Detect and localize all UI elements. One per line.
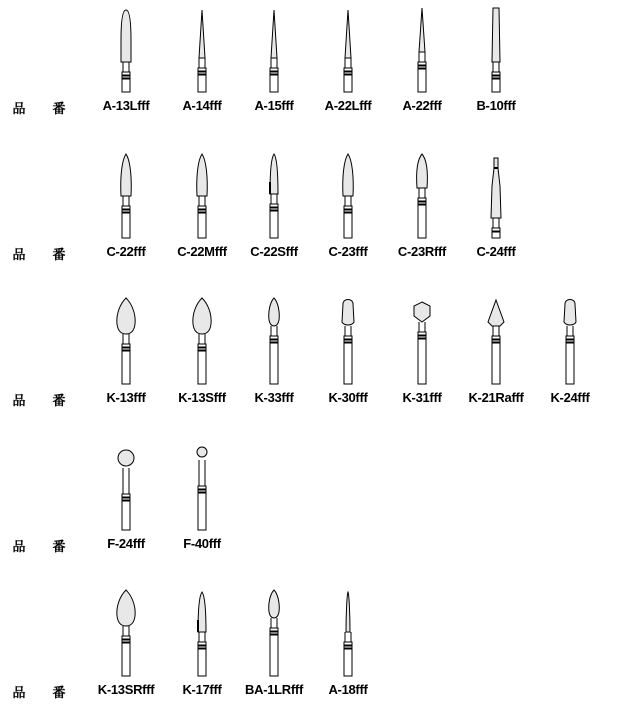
bur-shank [198,351,206,384]
bur-head [197,447,207,457]
shank-band [344,210,352,212]
bur-item [236,584,312,714]
bur-shank [122,213,130,238]
shank-band [344,642,352,645]
bur-code-label: C-24fff [476,244,516,259]
bur-neck [199,632,205,642]
shank-band [198,68,206,71]
bur-code-label: K-13SRfff [97,682,155,697]
bur-head [193,298,211,334]
shank-band [344,206,352,209]
bur-drawing [88,146,164,238]
bur-drawing [164,292,240,384]
bur-shank [344,343,352,384]
bur-drawing [88,0,164,92]
bur-shank [270,75,278,92]
shank-band [122,344,130,347]
shank-band [270,68,278,71]
bur-head [417,154,428,188]
bur-item [310,584,386,714]
shank-band [270,340,278,342]
shank-band [270,208,278,210]
bur-shank [418,205,426,238]
bur-shank [122,643,130,676]
bur-item [236,146,312,276]
bur-drawing [458,146,534,238]
bur-drawing [236,584,312,676]
bur-code-label: C-23Rfff [397,244,447,259]
shank-band [122,498,130,500]
bur-drawing [458,0,534,92]
bur-drawing [88,292,164,384]
product-number-char: 品 [12,539,26,554]
bur-neck [123,196,129,206]
bur-head [121,154,132,196]
bur-neck [493,62,499,72]
shank-band [122,76,130,78]
bur-shank [270,211,278,238]
bur-drawing [384,0,460,92]
shank-band [492,76,500,78]
bur-drawing [88,584,164,676]
bur-code-label: C-22fff [106,244,146,259]
bur-head [118,450,134,466]
bur-code-label: A-14fff [182,98,222,113]
bur-neck [123,468,129,494]
bur-code-label: A-18fff [328,682,368,697]
product-number-label [12,536,66,555]
bur-neck [345,632,351,642]
shank-band [270,336,278,339]
bur-item [88,584,164,714]
bur-head [121,10,131,62]
bur-neck [199,460,205,486]
bur-drawing [164,0,240,92]
shank-band [492,336,500,339]
shank-band [418,202,426,204]
shank-band [492,228,500,231]
catalog-row [0,146,618,276]
bur-drawing [164,146,240,238]
bur-drawing [384,292,460,384]
shank-band [198,210,206,212]
product-number-label [12,244,66,263]
bur-code-label: F-24fff [107,536,145,551]
shank-band [344,336,352,339]
bur-item [164,438,240,568]
bur-item [458,292,534,422]
bur-code-label: K-13Sfff [178,390,226,405]
bur-code-label: BA-1LRfff [245,682,303,697]
bur-drawing [310,0,386,92]
shank-band [344,68,352,71]
bur-drawing [236,292,312,384]
shank-band [344,646,352,648]
shank-band [122,640,130,642]
shank-band [566,340,574,342]
shank-band [122,72,130,75]
shank-band [198,646,206,648]
bur-head [346,592,350,632]
shank-band [122,206,130,209]
bur-head [117,298,135,334]
shank-band [418,198,426,201]
product-number-label [12,390,66,409]
bur-neck [419,322,425,332]
bur-neck [271,326,277,336]
catalog-row [0,438,618,568]
bur-item [88,438,164,568]
bur-shank [198,213,206,238]
bur-shank [122,501,130,530]
bur-head [414,302,430,322]
bur-drawing [236,146,312,238]
bur-head [342,300,354,326]
bur-item [384,292,460,422]
bur-code-label: K-21Rafff [468,390,524,405]
catalog-row [0,292,618,422]
bur-head [269,298,280,326]
bur-code-label: A-15fff [254,98,294,113]
bur-drawing [236,0,312,92]
shank-band [198,486,206,489]
bur-shank [270,343,278,384]
product-number-char: 番 [52,685,66,700]
bur-neck [123,62,129,72]
bur-item [310,146,386,276]
product-number-char: 番 [52,247,66,262]
bur-neck [199,334,205,344]
bur-head [488,300,504,326]
bur-shank [492,232,500,238]
catalog-row [0,584,618,714]
shank-band [418,332,426,335]
bur-item [310,292,386,422]
shank-band [198,490,206,492]
bur-item [88,292,164,422]
bur-neck [493,326,499,336]
shank-band [122,636,130,639]
shank-band [198,642,206,645]
bur-shank [198,75,206,92]
bur-head [269,590,280,618]
bur-code-label: A-13Lfff [102,98,150,113]
bur-neck [493,218,499,228]
bur-code-label: C-23fff [328,244,368,259]
shank-band [492,72,500,75]
bur-code-label: K-31fff [402,390,442,405]
bur-head [419,8,425,52]
bur-item [310,0,386,130]
bur-drawing [310,146,386,238]
bur-neck [567,326,573,336]
bur-item [384,0,460,130]
bur-shank [344,75,352,92]
bur-neck [419,52,425,62]
shank-band [270,628,278,631]
shank-band [198,344,206,347]
bur-neck [271,618,277,628]
bur-shank [344,649,352,676]
bur-drawing [164,584,240,676]
bur-item [458,146,534,276]
bur-code-label: A-22Lfff [324,98,372,113]
bur-code-label: K-13fff [106,390,146,405]
bur-neck [419,188,425,198]
bur-code-label: F-40fff [183,536,221,551]
bur-head [343,154,354,196]
bur-shank [198,649,206,676]
bur-shank [418,69,426,92]
bur-neck [123,626,129,636]
bur-head [345,10,351,58]
bur-shank [418,339,426,384]
bur-item [458,0,534,130]
bur-neck [199,58,205,68]
bur-neck [271,194,277,204]
bur-neck [123,334,129,344]
bur-code-label: B-10fff [476,98,516,113]
bur-shank [198,493,206,530]
bur-drawing [532,292,608,384]
shank-band [418,336,426,338]
shank-band [418,62,426,65]
bur-drawing [310,292,386,384]
bur-neck [271,58,277,68]
bur-code-label: K-30fff [328,390,368,405]
bur-shank [122,79,130,92]
shank-band [344,340,352,342]
product-number-label [12,98,66,117]
bur-code-label: K-33fff [254,390,294,405]
shank-band [270,632,278,634]
bur-head [492,8,500,62]
bur-shank [566,343,574,384]
bur-code-label: A-22fff [402,98,442,113]
bur-neck [345,326,351,336]
bur-shank [270,635,278,676]
shank-band [270,72,278,74]
bur-neck [345,196,351,206]
shank-band [122,348,130,350]
product-number-label [12,682,66,701]
product-number-char: 品 [12,393,26,408]
shank-band [270,204,278,207]
bur-item [532,292,608,422]
bur-head [197,154,208,196]
bur-drawing [164,438,240,530]
shank-band [418,66,426,68]
bur-neck [345,58,351,68]
bur-code-label: K-17fff [182,682,222,697]
bur-drawing [384,146,460,238]
bur-shank [344,213,352,238]
shank-band [122,210,130,212]
bur-item [236,0,312,130]
bur-shank [492,79,500,92]
bur-item [88,0,164,130]
shank-band [492,340,500,342]
product-number-char: 番 [52,539,66,554]
shank-band [566,336,574,339]
product-number-char: 番 [52,101,66,116]
bur-code-label: K-24fff [550,390,590,405]
bur-head [271,10,277,58]
bur-drawing [310,584,386,676]
bur-item [384,146,460,276]
bur-head [564,300,576,326]
catalog-row [0,0,618,130]
shank-band [198,72,206,74]
bur-head [198,592,206,632]
product-number-char: 品 [12,247,26,262]
bur-head [199,10,205,58]
shank-band [198,206,206,209]
bur-neck [199,196,205,206]
shank-band [122,494,130,497]
bur-head [270,154,278,194]
shank-band [344,72,352,74]
bur-code-label: C-22Sfff [250,244,298,259]
shank-band [198,348,206,350]
bur-drawing [458,292,534,384]
product-number-char: 番 [52,393,66,408]
bur-code-label: C-22Mfff [177,244,227,259]
bur-item [88,146,164,276]
product-number-char: 品 [12,101,26,116]
product-number-char: 品 [12,685,26,700]
bur-item [236,292,312,422]
bur-shank [122,351,130,384]
bur-shank [492,343,500,384]
bur-head [117,590,135,626]
bur-drawing [88,438,164,530]
